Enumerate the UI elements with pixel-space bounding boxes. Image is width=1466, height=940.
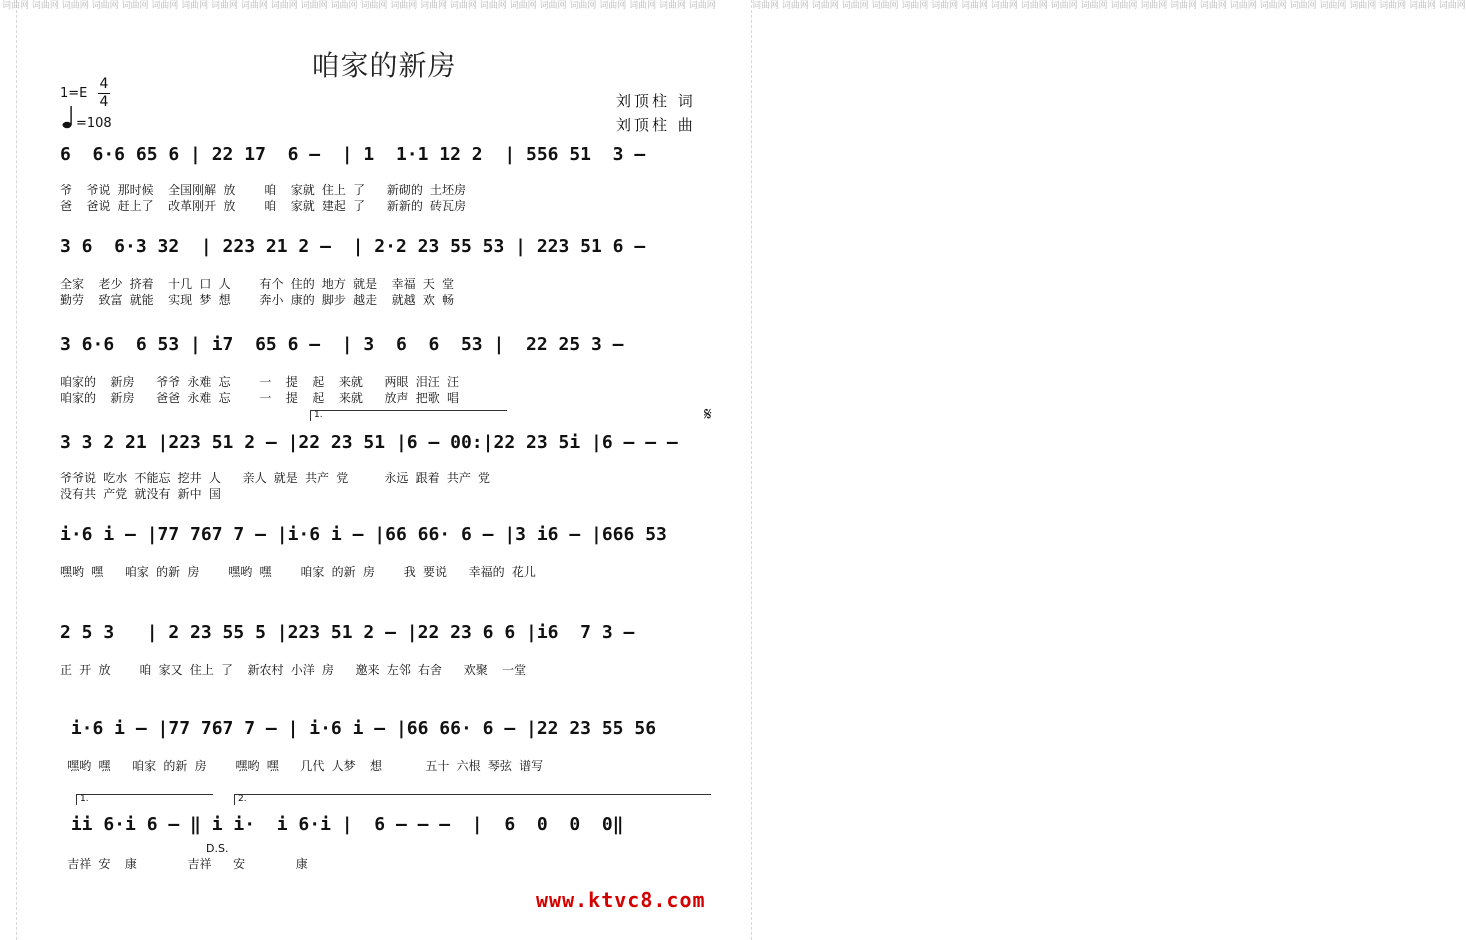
notation-line: i·6 i – |77 767 7 – | i·6 i – |66 66· 6 – |22 23 55 56 bbox=[60, 718, 657, 739]
lyric-line-verse-2: 没有共 产党 就没有 新中 国 bbox=[60, 487, 221, 501]
notation-line: ii 6·i 6 – ‖ i i· i 6·i | 6 – – – | 6 0 0 0‖ bbox=[60, 814, 624, 835]
key-signature: 1=E bbox=[60, 86, 88, 101]
lyric-line-chorus: 嘿哟 嘿 咱家 的新 房 嘿哟 嘿 咱家 的新 房 我 要说 幸福的 花儿 bbox=[60, 565, 536, 579]
lyric-line-verse-2: 勤劳 致富 就能 实现 梦 想 奔小 康的 脚步 越走 就越 欢 畅 bbox=[60, 293, 455, 307]
song-title: 咱家的新房 bbox=[311, 49, 457, 82]
notation-line: 3 3 2 21 |223 51 2 – |22 23 51 |6 – 00:|22 23 5i |6 – – – bbox=[60, 432, 678, 453]
notation-line: 3 6·6 6 53 | i7 65 6 – | 3 6 6 53 | 22 25 3 – bbox=[60, 334, 624, 355]
volta-label-2-ending: 2. bbox=[238, 794, 247, 804]
notation-line: i·6 i – |77 767 7 – |i·6 i – |66 66· 6 – |3 i6 – |666 53 bbox=[60, 524, 667, 545]
lyric-line-verse-1: 咱家的 新房 爷爷 永难 忘 一 提 起 来就 两眼 泪汪 汪 bbox=[60, 375, 459, 389]
lyric-line-chorus: 嘿哟 嘿 咱家 的新 房 嘿哟 嘿 几代 人梦 想 五十 六根 琴弦 谱写 bbox=[60, 759, 544, 773]
lyric-line-chorus: 正 开 放 咱 家又 住上 了 新农村 小洋 房 邀来 左邻 右舍 欢聚 一堂 bbox=[60, 663, 527, 677]
notation-line: 2 5 3 | 2 23 55 5 |223 51 2 – |22 23 6 6 |i6 7 3 – bbox=[60, 622, 635, 643]
tempo-mark: =108 bbox=[76, 116, 112, 131]
time-numerator: 4 bbox=[99, 76, 109, 92]
lyric-line-verse-1: 爷爷说 吃水 不能忘 挖井 人 亲人 就是 共产 党 永远 跟着 共产 党 bbox=[60, 471, 491, 485]
lyric-line-verse-1: 全家 老少 挤着 十几 口 人 有个 住的 地方 就是 幸福 天 堂 bbox=[60, 277, 455, 291]
quarter-note-icon bbox=[62, 104, 76, 130]
composer-credit: 刘顶柱 曲 bbox=[616, 116, 696, 134]
volta-label-1: 1. bbox=[314, 410, 323, 420]
notation-line: 6 6·6 65 6 | 22 17 6 – | 1 1·1 12 2 | 556 51 3 – bbox=[60, 144, 646, 165]
lyric-line-verse-1: 爷 爷说 那时候 全国刚解 放 咱 家就 住上 了 新砌的 土坯房 bbox=[60, 183, 467, 197]
time-denominator: 4 bbox=[99, 94, 109, 110]
lyric-line-verse-2: 咱家的 新房 爸爸 永难 忘 一 提 起 来就 放声 把歌 唱 bbox=[60, 391, 459, 405]
lyric-line-verse-2: 爸 爸说 赶上了 改革刚开 放 咱 家就 建起 了 新新的 砖瓦房 bbox=[60, 199, 467, 213]
site-watermark: www.ktvc8.com bbox=[536, 888, 706, 912]
volta-bracket-1-ending bbox=[76, 794, 213, 805]
dal-segno-mark: D.S. bbox=[206, 842, 229, 855]
volta-bracket-1 bbox=[310, 410, 507, 421]
segno-icon: 𝄋 bbox=[704, 404, 712, 425]
left-watermark-strip: 词曲网 词曲网 词曲网 词曲网 词曲网 词曲网 词曲网 词曲网 词曲网 词曲网 词曲网 词曲网 词曲网 词曲网 词曲网 词曲网 词曲网 词曲网 词曲网 词曲网 词曲网 词曲网 词曲网 词曲网 bbox=[2, 0, 17, 940]
lyric-line-ending: 吉祥 安 康 吉祥 安 康 bbox=[60, 857, 308, 871]
notation-line: 3 6 6·3 32 | 223 21 2 – | 2·2 23 55 53 | 223 51 6 – bbox=[60, 236, 646, 257]
lyricist-credit: 刘顶柱 词 bbox=[616, 92, 696, 110]
right-watermark-strip: 词曲网 词曲网 词曲网 词曲网 词曲网 词曲网 词曲网 词曲网 词曲网 词曲网 词曲网 词曲网 词曲网 词曲网 词曲网 词曲网 词曲网 词曲网 词曲网 词曲网 词曲网 词曲网 词曲网 词曲网 bbox=[751, 0, 766, 940]
volta-bracket-2-ending bbox=[234, 794, 711, 805]
time-signature bbox=[98, 76, 110, 111]
volta-label-1-ending: 1. bbox=[80, 794, 89, 804]
